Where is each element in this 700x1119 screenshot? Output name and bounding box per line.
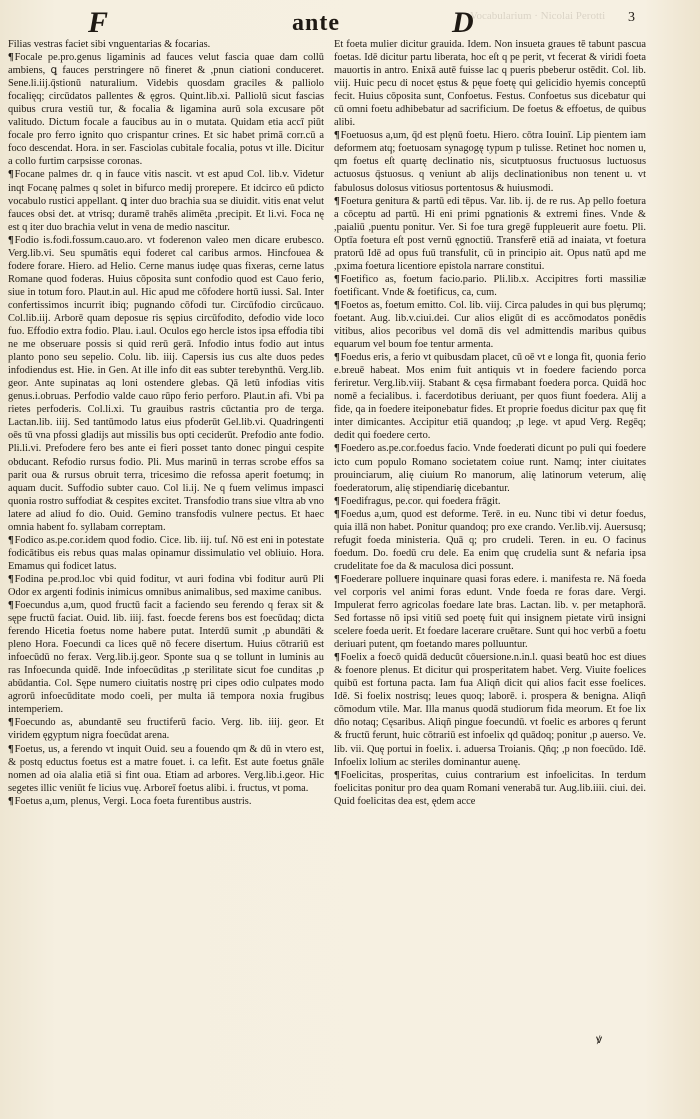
paragraph-mark: ¶ (334, 508, 340, 520)
entry-text: Foelicitas, prosperitas, cuius contrarium est infoelicitas. In terdum foelicitas ponitur pro dea quam Romani venerabā tur. Aug.lib.iiii. ciui. dei. Quid foelicitas dea est, ędem acce (334, 769, 646, 807)
paragraph-mark: ¶ (334, 573, 340, 585)
header-title: ante (292, 10, 340, 36)
dictionary-entry (8, 743, 324, 795)
entry-text: Foetura genitura & partū edi tēpus. Var. lib. ij. de re rus. Ap pello foetura a cōceptu ad partū. Hi eni primi pgnationis & extremi fines. Vnde & ,paialiū ,puentu ponitur. Ver. Si foe tura gregē fuppleuerit aure foetu. Pli. Optīa foetura eſt post vernū ęgnoctiū. Transferē etiā ad inaiata, vt foetura pratorū Idē ad opus fuū transfulit, cū in principio ait. Opus natū apd me ,pxima foetura licentiore epistola narrare constitui. (334, 195, 646, 272)
dictionary-entry (8, 716, 324, 742)
paragraph-mark: ¶ (334, 443, 340, 455)
paragraph-mark: ¶ (8, 573, 14, 585)
left-text-column (8, 38, 324, 808)
dictionary-entry (334, 299, 646, 351)
entry-text: Foetos as, foetum emitto. Col. lib. viij. Circa paludes in qui bus plęrumq; foetant. Aug. lib.v.ciui.dei. Cur alios eligūt di es accōmodatos ponēdis vitibus, alios pecoribus vel domā dis vel admittendis maribus quibus equarum vel boum foe tentur armenta. (334, 299, 646, 351)
paragraph-mark: ¶ (334, 495, 340, 507)
running-header (0, 4, 700, 40)
dictionary-entry (8, 168, 324, 233)
bleed-through-text: Vocabularium · Nicolai Perotti (470, 10, 606, 22)
paragraph-mark: ¶ (334, 273, 340, 285)
dictionary-entry (8, 573, 324, 599)
dictionary-entry (8, 38, 324, 51)
entry-text: Foelix a foecō quidā deducūt cōuersione.n.in.l. quasi beatū hoc est diues & foenore plenus. Et dicitur qui prosperitatem habet. Verg. Viuite foelices quibū est fortuna pacta. Iam fua Aliqñ dicit qui alios facit esse foelices. Idē. Si foelix nostrisq; leues quoq; laborē. i. prospera & benigna. Aliqñ cōmodum vtile. Mar. Illa manus quodā studiorum fida meorum. Et foe lix dño notaq; Cęsaribus. Aliqñ pingue foecundū. vt foelic es arbores q ferunt & fructū ferunt, huic cōtrariū est infoelix qd quādoq; ponitur ,p auerso. Ve. lib. vii. Quę portui in foelix. i. aduersa Troianis. Qñq; ,p non foecūdo. Idē. Infoelix lolium ac steriles dominantur auenę. (334, 652, 646, 768)
entry-text: Foetus, us, a ferendo vt inquit Ouid. seu a fouendo qm & dū in vtero est, & postq eductus foetus est a matre fouet. i. ca lefit. Est aute foetus gnāle nomen ad oia alalia etiā si fint oua. Etiam ad arbores. Verg.lib.i.geor. Hic segetes illic veniūt fe licius vuę. Arboreī foetus alibi. i. fructus, vt poma. (8, 743, 324, 794)
dictionary-entry (334, 573, 646, 651)
paragraph-mark: ¶ (8, 234, 14, 246)
dictionary-entry (334, 442, 646, 494)
entry-text: Foetus a,um, plenus, Vergi. Loca foeta furentibus austris. (14, 795, 252, 807)
entry-text: Fodina pe.prod.loc vbi quid foditur, vt auri fodina vbi foditur aurū Pli Odor ex argenti fodinis inimicus omnibus animalibus, sed maxime canibus. (8, 573, 324, 598)
paragraph-mark: ¶ (334, 130, 340, 142)
dictionary-entry (334, 769, 646, 808)
dictionary-entry (8, 599, 324, 716)
paragraph-mark: ¶ (8, 743, 14, 755)
entry-text: Focale pe.pro.genus ligaminis ad fauces velut fascia quae dam collū ambiens, ꝗ fauces perstringere nō fineret & ,pnun ciationi conduceret. Sene.li.iij.q̄stionū naturalium. Videbis quosdam graciles & palliolo focalięq; circūdatos pallentes & ęgros. Quint.lib.xi. Palliolū sicut fascias quibus crura vestiū tur, & focalia & ligamina aurū sola excusare pōt valitudo. Dictum focale a faucibus au in o mutata. Quidam etia accī piūt focale pro ferro ignito quo crispantur crines. Et sic habet primā corr.cū a foco descendat. Hora. in ser. Fasciolas cubitale focalia, potus vt ille. Dicitur a collo furtim carpsisse coronas. (8, 52, 324, 168)
dictionary-entry (334, 273, 646, 299)
dictionary-entry (334, 508, 646, 573)
dictionary-entry (334, 38, 646, 129)
catchword: ꝟ (596, 1032, 603, 1046)
entry-text: Foetuosus a,um, q̄d est plęnū foetu. Hiero. cōtra Iouinī. Lip pientem iam deformem atq; foetuosam synagogę typum p tulisse. Retinet hoc nomen u, qm foetus eſt quartę declinatio nis, sicutptuosus fructuosus luctuosus actuosus q̄stuosus. q veniunt ab alijs declinationibus non tenent u. vt fabulosus dolosus vitiosus portentosus & huiusmodi. (334, 130, 646, 194)
entry-text: Foedus eris, a ferio vt quibusdam placet, cū oē vt e longa fit, quonia ferio e.breuē habeat. Mos enim fuit antiquis vt in foedere faciendo porca feriretur. Verg.lib.viij. Stabant & cęsa firmabant foedera porca. Quidā hoc nomē a fecialibus. i. facerdotibus deriuant, per quos fiunt foedera. Alij a fide, qa in foedere iteiponebatur fides. Et proprie foedus dicitur pax quę fit inter dimicantes. Accipitur etiā quandoq; ,p lege. vt apud Verg. Regēq; dedit qui foedere certo. (334, 352, 646, 442)
dictionary-entry (8, 51, 324, 168)
right-text-column (334, 38, 646, 808)
entry-text: Et foeta mulier dicitur grauida. Idem. Non insueta graues tē tabunt pascua foetas. Idē dicitur partu liberata, hoc eſt q pe perit, vt fecerat & viridi foeta mauortis in antro. Enixā autē fuisse lac q pueris pbeberur ostēdit. Col. lib. viij. Huic pecu di nocet ęstus & pęue foetę qui gelicidio hyemis conceptū fecit. Huius cōposita sunt, Confoetus. Festus. Confoetus sus dicebatur qui cū omni foetu adhibebatur ad sacrificium. De foetus & effoetus, de quibus alibi. (334, 39, 646, 129)
dictionary-entry (8, 534, 324, 573)
entry-text: Foecundus a,um, quod fructū facit a faciendo seu ferendo q ferax sit & sępe fructū faciat. Ouid. lib. iiij. fast. foecde ferens bos est foecūdaq; dicta ferendo Hicetia foetus nome habere putat. Interdū sumit ,p abundāti & pleno Hora. Foecundi ca lices quē nō fecere disertum. Huius cōtrariū est infoecūdū no ferax. Verg.lib.ij.geor. Sponte sua q se tollunt in luminis au ras Infoecunda quidē. Inde infoecūditas ,p sterilitate sicut foe cunditas ,p abūdantia. Col. Sępe numero ciuitatis nostrę pri cipes odio culpates modo agrorū infoecūditate modo coeli, per multa iā tempora noxia frugibus intemperiem. (8, 600, 324, 716)
entry-text: Foetifico as, foetum facio.pario. Pli.lib.x. Accipitres forti massiliæ foetificant. Vnde & foetificus, ca, cum. (334, 273, 646, 298)
header-left-letter: F (88, 6, 110, 39)
header-corner-mark: 3 (628, 10, 635, 25)
paragraph-mark: ¶ (334, 769, 340, 781)
entry-text: Filias vestras faciet sibi vnguentarias & focarias. (8, 39, 211, 50)
entry-text: Fodico as.pe.cor.idem quod fodio. Cice. lib. iij. tuſ. Nō est eni in potestate fodicātibus eis rebus quas malas opinamur dissimulatio vel obliuio. Hora. Emamus qui fodicet latus. (8, 534, 324, 572)
entry-text: Foedifragus, pe.cor. qui foedera frāgit. (340, 495, 501, 507)
paragraph-mark: ¶ (8, 717, 14, 729)
paragraph-mark: ¶ (334, 652, 340, 664)
dictionary-entry (8, 795, 324, 808)
paragraph-mark: ¶ (334, 352, 340, 364)
entry-text: Focane palmes dr. q in fauce vitis nascit. vt est apud Col. lib.v. Videtur inqt Focanę palmes q solet in bifurco medij prorepere. Et idcirco eū pdicto vocabulo rustici appellant. ꝗ inter duo brachia sua se diuidit. vitis enat velut fauces obsi det. at vtrisq; duramē trahēs alimēta ,precipit. Et li.vi. Foca nę est q iter duo brachia velut in vena de medio nascitur. (8, 169, 324, 233)
paragraph-mark: ¶ (8, 795, 14, 807)
dictionary-entry (334, 129, 646, 194)
entry-text: Foedero as.pe.cor.foedus facio. Vnde foederati dicunt po puli qui foedere icto cum populo Romano societatem coiue runt. Namq; inter ciuitates prouinciarum, alię ciuium Ro manorum, alię latinorum veterum, alię foederatorum, alię stipendiarię dicebantur. (334, 443, 646, 494)
entry-text: Foederare polluere inquinare quasi foras edere. i. manifesta re. Nā foeda vel corporis vel animi foras edunt. Vnde foeda re foras dare. Vergi. Impulerat ferro agricolas foedare late bras. Lactan. lib. v. per metaphorā. Sed fortasse nō ipsi vitiū sed poetę fuit qui insignem pietate virū insigni scelere foeda uerit. Et foedare lacerare cruētare. Sunt qui hoc verbū a foetu deriuari putent, qm foetando mares polluuntur. (334, 573, 646, 651)
paragraph-mark: ¶ (8, 169, 14, 181)
paragraph-mark: ¶ (8, 534, 14, 546)
dictionary-entry (334, 351, 646, 442)
header-right-letter: D (452, 6, 474, 39)
dictionary-entry (8, 234, 324, 534)
dictionary-entry (334, 651, 646, 768)
dictionary-entry (334, 495, 646, 508)
paragraph-mark: ¶ (8, 52, 14, 64)
entry-text: Fodio is.fodi.fossum.cauo.aro. vt foderenon valeo men dicare erubesco. Verg.lib.vi. Seu spumātis equi foderet cal caribus armos. Hincfouea & fodere forare. Hiero. ad Helio. Cerne manus iudęe quas fixeras, cerne latus Romane quod foderas. Huius cōposita sunt confodio quod est Cauo ferio, siue in totum foro. Plaut.in aul. Hic apud me cōfodere hortū iussi. Sal. Inter confertissimos incurrit ibiq; pugnando cōfodi tur. Circūfodio circūcauo. Col.lib.iij. Arborē quam deposue ris sępius circūfodito, defodio vide loco fuo. Effodio extra fodio. Plau. i.aul. Oculos ego hercle istos ipsa effodia tibi ne me obseruare possis si quid rerū gerā. Infodio intus fodio aut intus planto pono seu sepelio. Colu. lib. iiij. Capersis ius cus alte duos pedes infodiendus est. Hie. in Gen. At ille info dit eas subter terebynthū. Verg.lib. geor. Ante supinatas aq loni ostendere glebas. Qā letū infodias vitis genus.i.obruas. Perfodio valde cauo rūpo ferio perforo. Plaut.in afi. Vbi pa rietes perfoderis. Col.li.xi. Tu grauibus rastris cūctantia pro de terga. Lactan.lib. iiij. Sed tantūmodo latus eius pfoderūt Gel.lib.vi. Quadringenti oēs tū vna pfossi gladijs aut missilis bus opti ceciderūt. Prefodio ante fodio. Pli.li.vi. Prefodere fero bes ante ei fieri posset tanto donec pingui cespite obducant. Refodio rursus fodio. Pli. Mus marinū in terras scrobe effos sa parit oua & rursus obruit terra, tricesimo die refossa aperit foetumq; in aquam ducit. Suffodio subter cauo. Col li.ij. Ne q fuem velimus impasci quonia rostro suffodiat & cespites excitet. Transfodio trans siue vltra ab vno latere ad aliud fo dio. Ouid. Gemino transfodis vulnere pectus. Et haec omnia habent fo. syllabam correptam. (8, 234, 324, 533)
paragraph-mark: ¶ (334, 299, 340, 311)
paragraph-mark: ¶ (8, 600, 14, 612)
entry-text: Foecundo as, abundantē seu fructiferū facio. Verg. lib. iiij. geor. Et viridem ęgyptum nigra foecūdat arena. (8, 717, 324, 742)
entry-text: Foedus a,um, quod est deforme. Terē. in eu. Nunc tibi vi detur foedus, quia illā non habet. Ponitur quandoq; pro exe crando. Ver.lib.vij. Auersusq; refugit foeda ministeria. Quā q; pro crudeli. Teren. in eu. O facinus foedum. Do. foedū cru dele. Ea enim quę crudelia sunt & nefaria ipsa crudelitate foe da & maculosa dici possunt. (334, 508, 646, 572)
dictionary-entry (334, 195, 646, 273)
paragraph-mark: ¶ (334, 195, 340, 207)
